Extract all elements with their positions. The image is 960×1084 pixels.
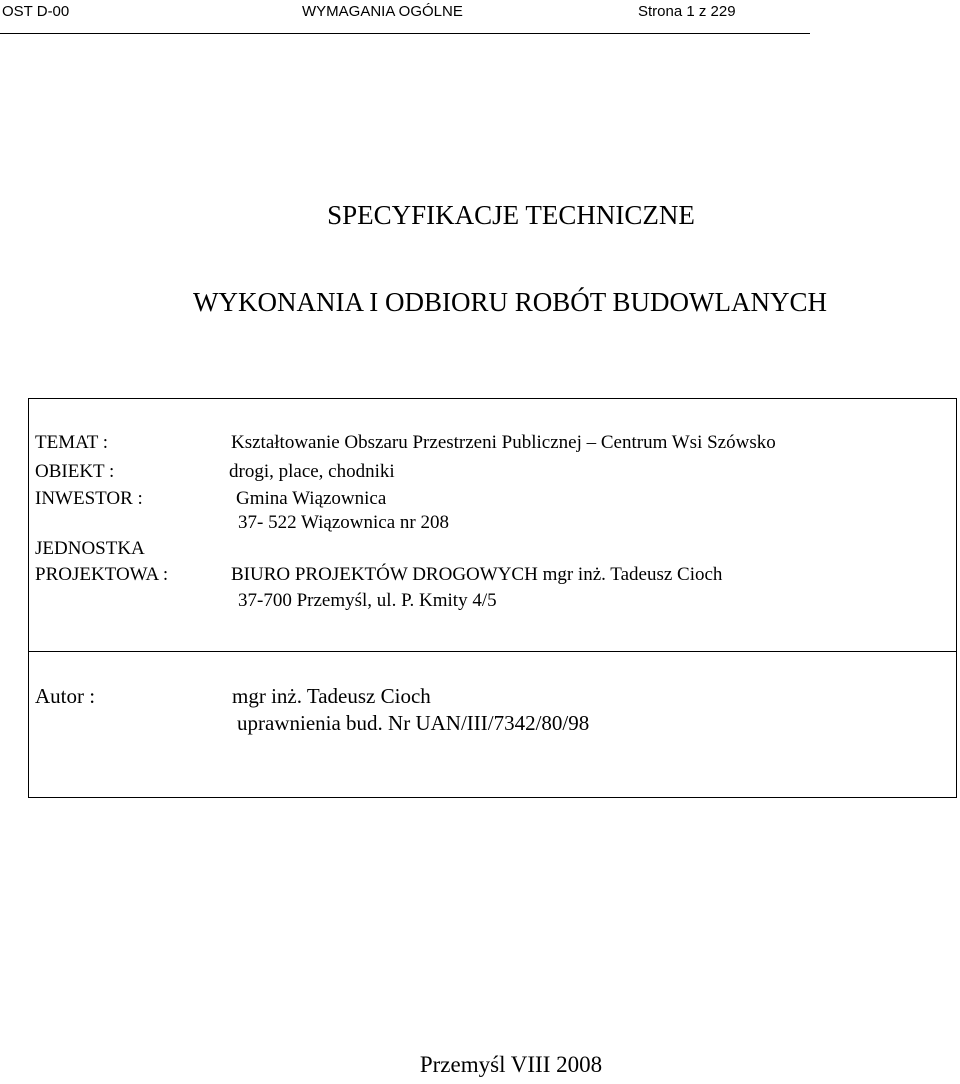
document-subtitle: WYKONANIA I ODBIORU ROBÓT BUDOWLANYCH — [193, 287, 827, 317]
author-license: uprawnienia bud. Nr UAN/III/7342/80/98 — [237, 711, 590, 735]
author-name: mgr inż. Tadeusz Cioch — [232, 684, 431, 708]
header-page-number: Strona 1 z 229 — [638, 3, 736, 20]
document-title: SPECYFIKACJE TECHNICZNE — [327, 200, 695, 230]
obiekt-value: drogi, place, chodniki — [229, 461, 395, 482]
temat-value: Kształtowanie Obszaru Przestrzeni Publicznej – Centrum Wsi Szówsko — [231, 432, 776, 453]
jednostka-label-line2: PROJEKTOWA : — [35, 564, 169, 585]
inwestor-name: Gmina Wiązownica — [236, 488, 387, 509]
inwestor-label: INWESTOR : — [35, 488, 143, 509]
project-info-box — [28, 398, 957, 651]
jednostka-name: BIURO PROJEKTÓW DROGOWYCH mgr inż. Tadeusz Cioch — [231, 564, 723, 585]
author-box — [28, 651, 957, 798]
header-section-title: WYMAGANIA OGÓLNE — [302, 3, 463, 20]
obiekt-label: OBIEKT : — [35, 461, 115, 482]
page-header — [0, 0, 810, 34]
inwestor-address: 37- 522 Wiązownica nr 208 — [238, 512, 449, 533]
place-date: Przemyśl VIII 2008 — [419, 1052, 603, 1077]
jednostka-address: 37-700 Przemyśl, ul. P. Kmity 4/5 — [238, 590, 497, 611]
author-label: Autor : — [35, 684, 96, 708]
temat-label: TEMAT : — [35, 432, 109, 453]
jednostka-label-line1: JEDNOSTKA — [35, 538, 145, 559]
header-document-code: OST D-00 — [2, 3, 70, 20]
